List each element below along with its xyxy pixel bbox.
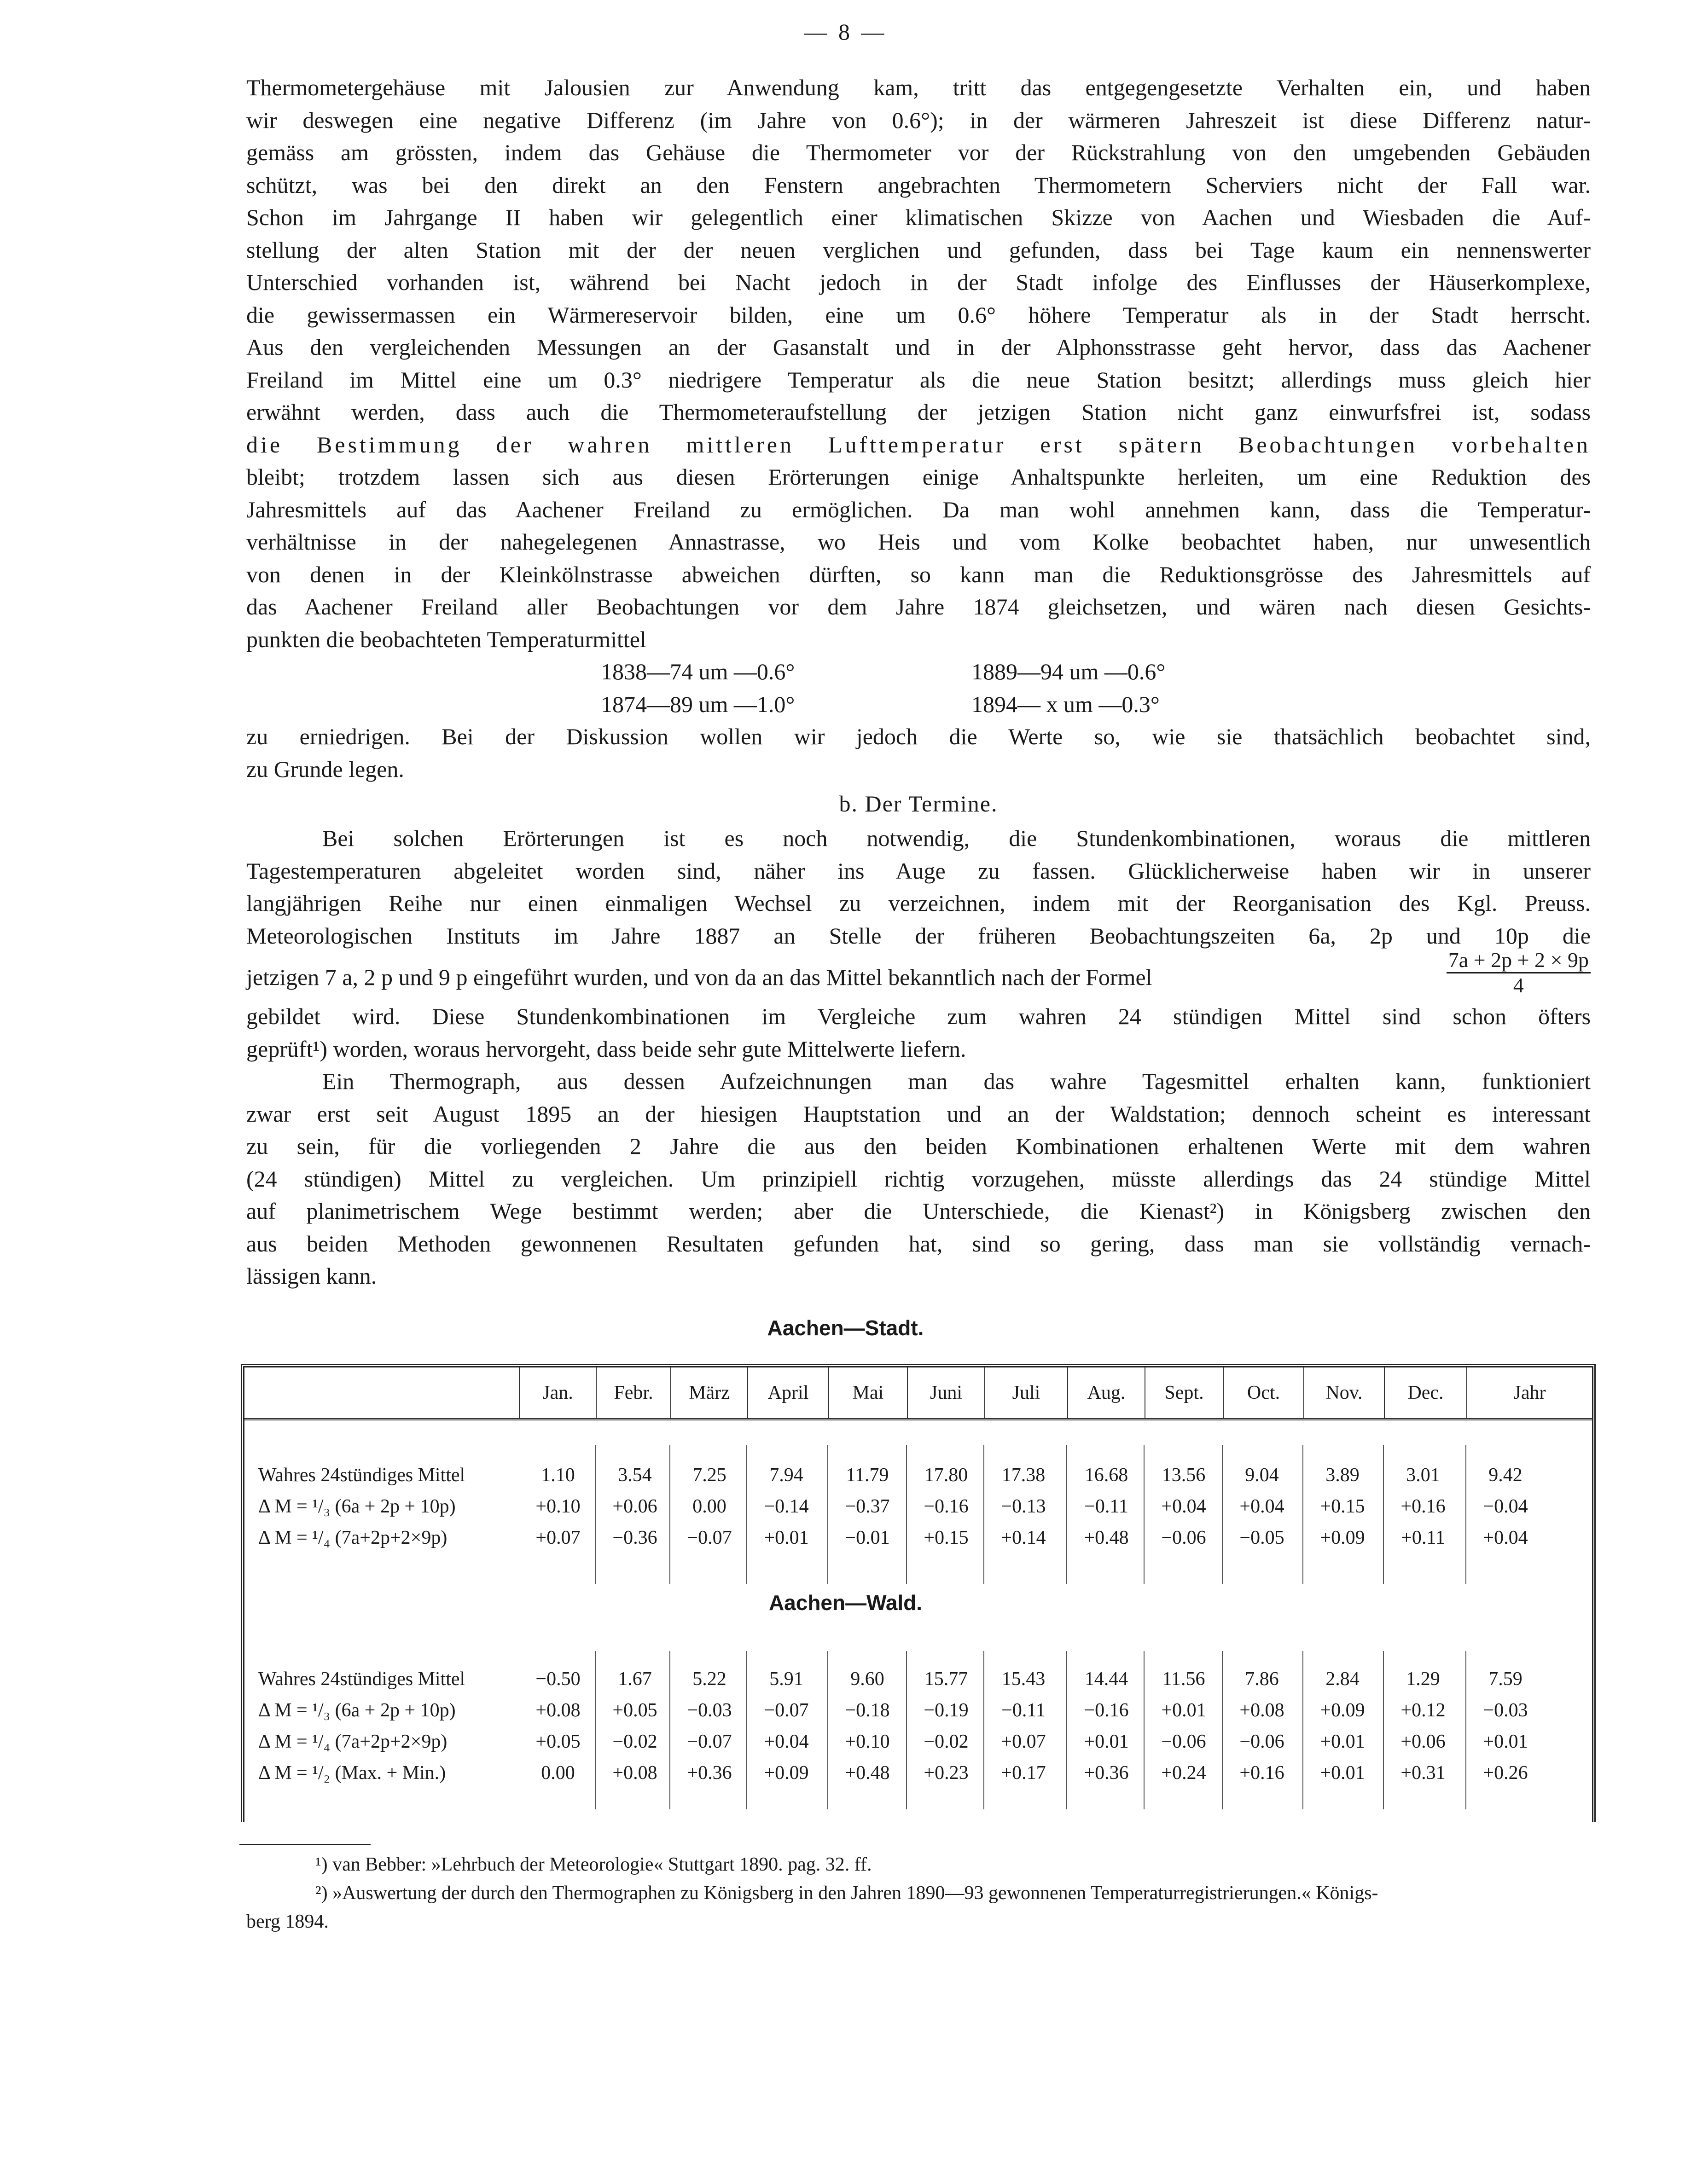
table-title-wald: Aachen—Wald. [768,1591,923,1615]
table-cell: +0.16 [1400,1496,1446,1517]
text-line: zu erniedrigen. Bei der Diskussion wollen wir jedoch die Werte so, wie sie thatsächlich beobachtet sind, [246,724,1591,749]
table-cell: 15.77 [924,1668,968,1690]
table-cell: +0.10 [535,1496,581,1517]
page-number: — 8 — [804,19,887,45]
table-cell: −0.01 [845,1527,890,1548]
table-row [244,1491,1592,1522]
footnote-divider [239,1844,371,1845]
table-cell: +0.08 [1239,1700,1284,1721]
table-cell: 17.80 [924,1465,968,1486]
text-line: Jahresmittels auf das Aachener Freiland zu ermöglichen. Da man wohl annehmen kann, dass die Temperatur- [246,496,1591,522]
text-line: gebildet wird. Diese Stundenkombinationen im Vergleiche zum wahren 24 stündigen Mittel sind schon öfters [246,1003,1591,1029]
table-cell: 3.54 [618,1465,652,1486]
row-label: Wahres 24stündiges Mittel [258,1668,465,1690]
text-line: jetzigen 7 a, 2 p und 9 p eingeführt wurden, und von da an das Mittel bekanntlich nach der Formel [246,964,1152,990]
table-cell: +0.08 [612,1762,657,1784]
table-cell: 1.29 [1406,1668,1440,1690]
text-line: erwähnt werden, dass auch die Thermometeraufstellung der jetzigen Station nicht ganz einwurfsfrei ist, sodass [246,399,1591,425]
column-divider [595,1445,596,1584]
table-cell: 16.68 [1084,1465,1128,1486]
table-cell: +0.09 [1320,1527,1365,1548]
table-cell: 14.44 [1084,1668,1128,1690]
text-line: Bei solchen Erörterungen ist es noch notwendig, die Stundenkombinationen, woraus die mittleren [322,825,1591,851]
table-row [244,1695,1592,1726]
column-divider [983,1445,984,1584]
table-cell: 9.04 [1245,1465,1279,1486]
column-divider [827,1445,828,1584]
table-cell: −0.16 [1084,1700,1129,1721]
text-line: verhältnisse in der nahegelegenen Annastrasse, wo Heis und vom Kolke beobachtet haben, nur unwesentlich [246,529,1591,555]
column-header: Nov. [1303,1367,1384,1418]
column-header: Sept. [1145,1367,1223,1418]
formula-denominator: 4 [1513,973,1524,997]
table-cell: +0.09 [764,1762,809,1784]
table-cell: 7.25 [692,1465,726,1486]
table-cell: +0.06 [612,1496,657,1517]
column-header: Jahr [1466,1367,1592,1418]
correction-value: 1838—74 um —0.6° [601,659,795,684]
footnote: ¹) van Bebber: »Lehrbuch der Meteorologie« Stuttgart 1890. pag. 32. ff. [315,1854,872,1875]
table-cell: 9.42 [1488,1465,1522,1486]
table-cell: 0.00 [692,1496,726,1517]
table-cell: −0.14 [764,1496,809,1517]
column-header: April [747,1367,828,1418]
table-cell: 1.67 [618,1668,652,1690]
text-line: wir deswegen eine negative Differenz (im Jahre von 0.6°); in der wärmeren Jahreszeit ist diese Differenz natur- [246,107,1591,133]
column-header: Febr. [596,1367,670,1418]
table-row [244,1757,1592,1789]
table-cell: 15.43 [1001,1668,1046,1690]
table-header-row [244,1367,1592,1420]
column-divider [1144,1445,1145,1584]
table-cell: +0.01 [1161,1700,1206,1721]
row-label: Δ M = ¹/₂ (Max. + Min.) [258,1762,446,1784]
table-cell: +0.23 [924,1762,969,1784]
table-cell: −0.03 [687,1700,732,1721]
row-label: Δ M = ¹/₄ (7a+2p+2×9p) [258,1527,447,1548]
table-cell: +0.01 [1483,1731,1528,1752]
formula-line [246,948,1591,1000]
table-cell: −0.02 [612,1731,657,1752]
section-heading: b. Der Termine. [839,791,998,817]
table-cell: +0.04 [764,1731,809,1752]
column-divider [746,1445,747,1584]
body-text [246,71,1591,1292]
footnote: ²) »Auswertung der durch den Thermographen zu Königsberg in den Jahren 1890—93 gewonnenen Temperaturregistrierungen.« Königs- [315,1883,1378,1904]
table-cell: −0.18 [845,1700,890,1721]
formula-fraction [1447,948,1591,997]
column-divider [669,1445,670,1584]
text-line: Thermometergehäuse mit Jalousien zur Anwendung kam, tritt das entgegengesetzte Verhalten ein, und haben [246,75,1591,100]
row-label: Wahres 24stündiges Mittel [258,1465,465,1486]
column-divider [595,1651,596,1809]
text-line: aus beiden Methoden gewonnenen Resultaten gefunden hat, sind so gering, dass man sie vollständig vernach- [246,1230,1591,1257]
text-line: punkten die beobachteten Temperaturmittel [246,626,646,652]
text-line: die gewissermassen ein Wärmereservoir bilden, eine um 0.6° höhere Temperatur als in der Stadt herrscht. [246,301,1591,328]
correction-value: 1894— x um —0.3° [971,691,1160,717]
table-cell: 3.89 [1325,1465,1360,1486]
table-cell: −0.13 [1001,1496,1046,1517]
column-divider [1302,1651,1303,1809]
column-divider [1144,1651,1145,1809]
formula-numerator: 7a + 2p + 2 × 9p [1447,948,1591,973]
table-cell: +0.01 [764,1527,809,1548]
column-divider [906,1651,907,1809]
table-cell: −0.03 [1483,1700,1528,1721]
text-line: zu sein, für die vorliegenden 2 Jahre die aus den beiden Kombinationen erhaltenen Werte mit dem wahren [246,1133,1591,1159]
table-cell: −0.05 [1239,1527,1284,1548]
table-title-stadt: Aachen—Stadt. [767,1316,924,1340]
table-cell: +0.12 [1400,1700,1446,1721]
table-cell: 3.01 [1406,1465,1440,1486]
table-cell: 7.59 [1488,1668,1522,1690]
table-cell: −0.11 [1084,1496,1128,1517]
table-cell: 2.84 [1325,1668,1360,1690]
footnote: berg 1894. [246,1911,329,1932]
table-cell: 11.79 [846,1465,889,1486]
column-divider [1222,1445,1223,1584]
text-line: schützt, was bei den direkt an den Fenstern angebrachten Thermometern Scherviers nicht der Fall war. [246,172,1591,198]
table-cell: −0.36 [612,1527,657,1548]
table-cell: +0.04 [1161,1496,1206,1517]
table-cell: +0.04 [1483,1527,1528,1548]
table-cell: +0.15 [1320,1496,1365,1517]
text-line: gemäss am grössten, indem das Gehäuse die Thermometer vor der Rückstrahlung von den umgebenden Gebäuden [246,139,1591,165]
text-line: (24 stündigen) Mittel zu vergleichen. Um prinzipiell richtig vorzugehen, müsste allerdings das 24 stündige Mittel [246,1165,1591,1192]
table-cell: +0.01 [1084,1731,1129,1752]
column-divider [827,1651,828,1809]
text-line: geprüft¹) worden, woraus hervorgeht, dass beide sehr gute Mittelwerte liefern. [246,1036,966,1062]
table-cell: −0.11 [1001,1700,1046,1721]
table-cell: −0.37 [845,1496,890,1517]
column-header: Jan. [519,1367,596,1418]
table-cell: 17.38 [1001,1465,1046,1486]
column-divider [1066,1445,1067,1584]
table-cell: −0.06 [1239,1731,1284,1752]
table-row [244,1460,1592,1491]
table-cell: +0.07 [535,1527,581,1548]
table-cell: 11.56 [1162,1668,1205,1690]
table-cell: +0.09 [1320,1700,1365,1721]
table-cell: +0.31 [1400,1762,1446,1784]
column-divider [669,1651,670,1809]
table-cell: −0.02 [924,1731,969,1752]
column-divider [983,1651,984,1809]
paragraph-3 [246,1065,1591,1292]
table-cell: +0.36 [687,1762,732,1784]
table-cell: 1.10 [541,1465,575,1486]
table-cell: −0.07 [687,1527,732,1548]
text-line: von denen in der Kleinkölnstrasse abweichen dürften, so kann man die Reduktionsgrösse des Jahresmittels auf [246,561,1591,587]
correction-row [246,688,1591,721]
text-line: lässigen kann. [246,1263,377,1289]
table-cell: +0.14 [1001,1527,1046,1548]
text-line: stellung der alten Station mit der der neuen verglichen und gefunden, dass bei Tage kaum ein nennenswerter [246,237,1591,263]
table-cell: +0.48 [845,1762,890,1784]
correction-row [246,655,1591,688]
column-divider [1222,1651,1223,1809]
table-row [244,1522,1592,1553]
row-label: Δ M = ¹/₃ (6a + 2p + 10p) [258,1496,456,1517]
column-header: Juni [907,1367,984,1418]
row-label: Δ M = ¹/₄ (7a+2p+2×9p) [258,1731,447,1752]
column-header: Mai [828,1367,907,1418]
table-cell: +0.11 [1401,1527,1445,1548]
footnotes [246,1850,1591,1936]
text-line: Tagestemperaturen abgeleitet worden sind, näher ins Auge zu fassen. Glücklicherweise haben wir in unserer [246,857,1591,884]
text-line: die Bestimmung der wahren mittleren Lufttemperatur erst spätern Beobachtungen vorbehalten [246,431,1591,458]
column-divider [1302,1445,1303,1584]
table-cell: +0.17 [1001,1762,1046,1784]
text-line: auf planimetrischem Wege bestimmt werden; aber die Unterschiede, die Kienast²) in Königsberg zwischen den [246,1198,1591,1224]
text-line: Ein Thermograph, aus dessen Aufzeichnungen man das wahre Tagesmittel erhalten kann, funktioniert [322,1068,1591,1094]
table-cell: −0.07 [687,1731,732,1752]
text-line: Schon im Jahrgange II haben wir gelegentlich einer klimatischen Skizze von Aachen und Wiesbaden die Auf- [246,204,1591,230]
column-divider [1383,1445,1384,1584]
column-divider [1465,1445,1466,1584]
correction-value: 1889—94 um —0.6° [971,659,1166,684]
table-cell: +0.48 [1084,1527,1129,1548]
table-cell: +0.24 [1161,1762,1206,1784]
table-cell: −0.07 [764,1700,809,1721]
column-header: Dec. [1384,1367,1466,1418]
column-divider [1465,1651,1466,1809]
text-line: das Aachener Freiland aller Beobachtungen vor dem Jahre 1874 gleichsetzen, und wären nach diesen Gesichts- [246,594,1591,620]
table-cell: −0.04 [1483,1496,1528,1517]
table-cell: +0.36 [1084,1762,1129,1784]
table-cell: +0.07 [1001,1731,1046,1752]
table-cell: 7.94 [769,1465,803,1486]
table-cell: +0.26 [1483,1762,1528,1784]
text-line: langjährigen Reihe nur einen einmaligen Wechsel zu verzeichnen, indem mit der Reorganisation des Kgl. Preuss. [246,890,1591,916]
table-cell: +0.10 [845,1731,890,1752]
column-divider [1066,1651,1067,1809]
table-cell: +0.05 [535,1731,581,1752]
table-cell: 9.60 [850,1668,884,1690]
table-cell: 13.56 [1162,1465,1206,1486]
table-cell: −0.50 [535,1668,581,1690]
text-line: Freiland im Mittel eine um 0.3° niedrigere Temperatur als die neue Station besitzt; allerdings muss gleich hier [246,366,1591,393]
text-line: zu Grunde legen. [246,756,404,782]
table-cell: +0.05 [612,1700,657,1721]
correction-value: 1874—89 um —1.0° [601,691,795,717]
table-cell: −0.16 [924,1496,969,1517]
paragraph-2 [246,822,1591,1065]
table-row [244,1726,1592,1757]
table-cell: 5.22 [692,1668,726,1690]
table-cell: 5.91 [769,1668,803,1690]
text-line: Meteorologischen Instituts im Jahre 1887 an Stelle der früheren Beobachtungszeiten 6a, 2p und 10p die [246,922,1591,949]
text-line: zwar erst seit August 1895 an der hiesigen Hauptstation und an der Waldstation; dennoch scheint es interessant [246,1101,1591,1127]
column-header: Juli [984,1367,1067,1418]
temperature-corrections [246,655,1591,720]
text-line: Unterschied vorhanden ist, während bei Nacht jedoch in der Stadt infolge des Einflusses der Häuserkomplexe, [246,269,1591,295]
text-line: Aus den vergleichenden Messungen an der Gasanstalt und in der Alphonsstrasse geht hervor, dass das Aachener [246,334,1591,360]
paragraph-1 [246,71,1591,655]
column-divider [746,1651,747,1809]
table-cell: +0.01 [1320,1731,1365,1752]
column-header: Aug. [1067,1367,1145,1418]
table-cell: 0.00 [541,1762,575,1784]
column-divider [906,1445,907,1584]
table-cell: −0.06 [1161,1731,1206,1752]
text-line: bleibt; trotzdem lassen sich aus diesen Erörterungen einige Anhaltspunkte herleiten, um eine Reduktion des [246,464,1591,490]
table-cell: −0.06 [1161,1527,1206,1548]
table-cell: 7.86 [1245,1668,1279,1690]
table-cell: −0.19 [924,1700,969,1721]
table-cell: +0.15 [924,1527,969,1548]
column-header: März [670,1367,747,1418]
row-label: Δ M = ¹/₃ (6a + 2p + 10p) [258,1700,456,1721]
column-header: Oct. [1223,1367,1303,1418]
table-cell: +0.06 [1400,1731,1446,1752]
table-cell: +0.08 [535,1700,581,1721]
table-cell: +0.04 [1239,1496,1284,1517]
column-divider [1383,1651,1384,1809]
table-cell: +0.16 [1239,1762,1284,1784]
table-cell: +0.01 [1320,1762,1365,1784]
table-row [244,1663,1592,1695]
